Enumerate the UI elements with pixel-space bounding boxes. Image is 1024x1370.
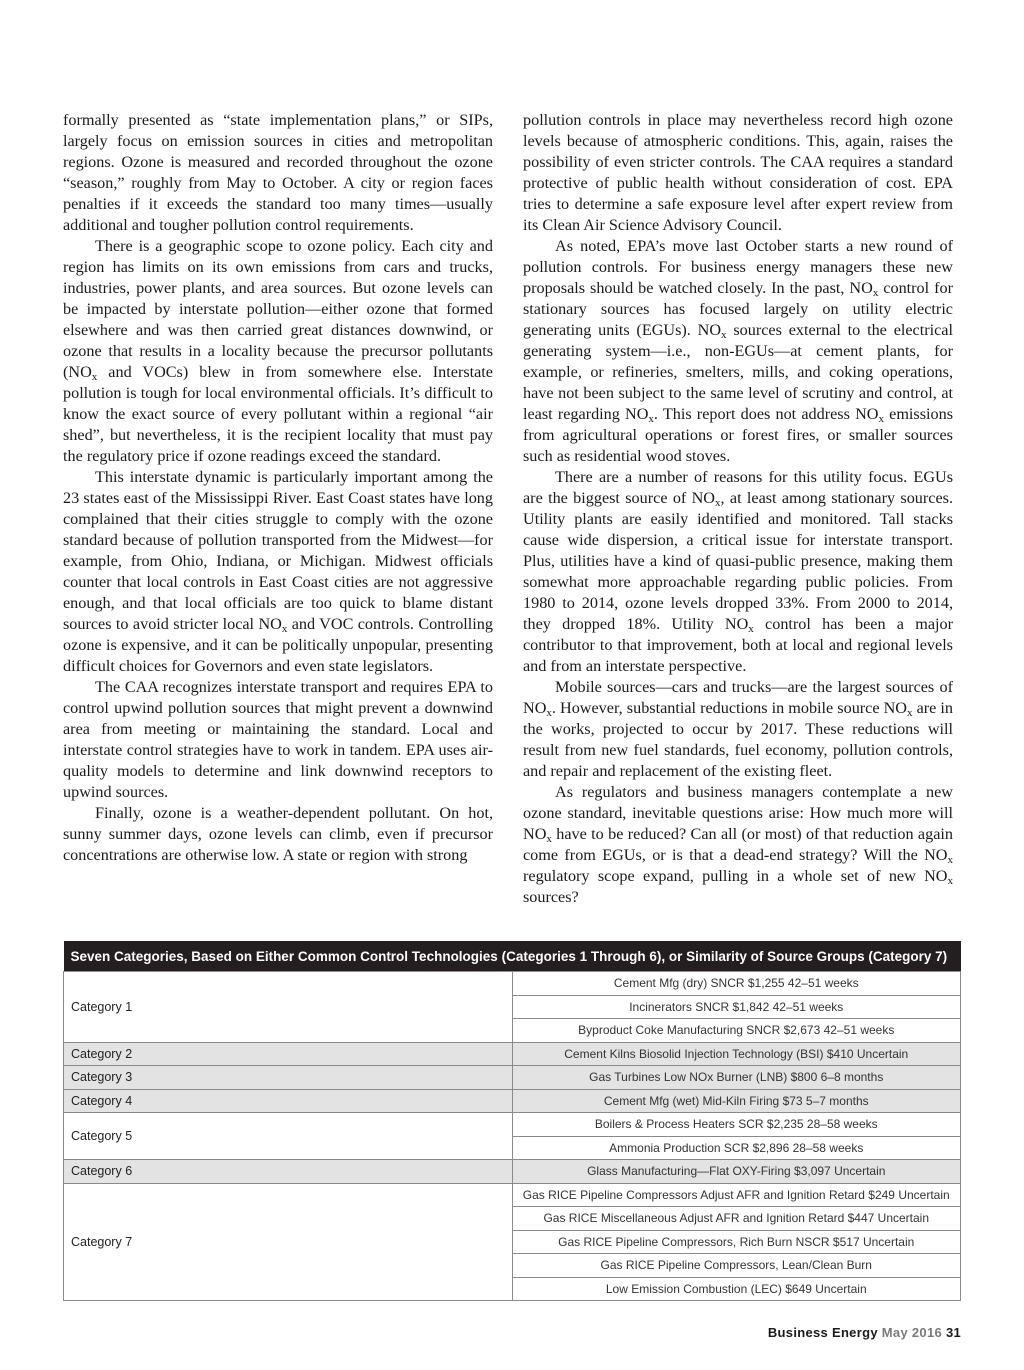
category-label: Category 2 — [64, 1042, 513, 1066]
category-label: Category 4 — [64, 1089, 513, 1113]
source-category-entry: Gas RICE Pipeline Compressors, Lean/Clean Burn — [512, 1254, 961, 1278]
table-row — [64, 1066, 961, 1090]
source-category-entry: Gas RICE Pipeline Compressors Adjust AFR and Ignition Retard $249 Uncertain — [512, 1183, 961, 1207]
category-label: Category 7 — [64, 1183, 513, 1301]
issue-date: May 2016 — [881, 1325, 943, 1340]
paragraph: There are a number of reasons for this utility focus. EGUs are the biggest source of $NO_x$, at least among stationary sources. Utility plants are easily identified and monitored. Tall stacks cause wide dispersion, a critical issue for interstate transport. Plus, utilities have a kind of quasi-public presence, making them somewhat more approachable regarding public policies. From 1980 to 2014, ozone levels dropped 33%. From 2000 to 2014, they dropped 18%. Utility $NO_x$ control has been a major contributor to that improvement, both at local and regional levels and from an interstate perspective. — [523, 468, 953, 675]
paragraph: As noted, EPA’s move last October starts a new round of pollution controls. For business energy managers these new proposals should be watched closely. In the past, $NO_x$ control for stationary sources has focused largely on utility electric generating units (EGUs). $NO_x$ sources external to the electrical generating system—i.e., non-EGUs—at cement plants, for example, or refineries, smelters, mills, and coking operations, have not been subject to the same level of scrutiny and control, at least regarding $NO_x$. This report does not address $NO_x$ emissions from agricultural operations or forest fires, or smaller sources such as residential wood stoves. — [523, 237, 953, 465]
paragraph: There is a geographic scope to ozone policy. Each city and region has limits on its own emissions from cars and trucks, industries, power plants, and area sources. But ozone levels can be impacted by interstate pollution—either ozone that formed elsewhere and was then carried great distances downwind, or ozone that results in a locality because the precursor pollutants ($NO_x$ and VOCs) blew in from somewhere else. Interstate pollution is tough for local environmental officials. It’s difficult to know the exact source of every pollutant within a regional “air shed”, but nevertheless, it is the recipient locality that must pay the regulatory price if ozone readings exceed the standard. — [63, 237, 493, 465]
paragraph: pollution controls in place may nevertheless record high ozone levels because of atmospheric conditions. This, again, raises the possibility of even stricter controls. The CAA requires a standard protective of public health without consideration of cost. EPA tries to determine a safe exposure level after expert review from its Clean Air Science Advisory Council. — [523, 111, 953, 234]
publication-name: Business Energy — [767, 1325, 878, 1340]
paragraph: The CAA recognizes interstate transport and requires EPA to control upwind pollution sources that might prevent a downwind area from meeting or maintaining the standard. Local and interstate control strategies have to work in tandem. EPA uses air-quality models to determine and link downwind receptors to upwind sources. — [63, 678, 493, 801]
table-row — [64, 972, 961, 996]
table-header-row — [64, 941, 961, 972]
table-row — [64, 1089, 961, 1113]
paragraph: As regulators and business managers contemplate a new ozone standard, inevitable questions arise: How much more will $NO_x$ have to be reduced? Can all (or most) of that reduction again come from EGUs, or is that a dead-end strategy? Will the $NO_x$ regulatory scope expand, pulling in a whole set of new $NO_x$ sources? — [523, 783, 953, 906]
category-label: Category 3 — [64, 1066, 513, 1090]
control-technology-table — [63, 941, 961, 1301]
category-label: Category 5 — [64, 1113, 513, 1160]
category-label: Category 1 — [64, 972, 513, 1043]
table-row — [64, 1113, 961, 1137]
table-row — [64, 1183, 961, 1207]
table-body — [64, 972, 961, 1301]
table-row — [64, 1160, 961, 1184]
source-category-entry: Gas RICE Miscellaneous Adjust AFR and Ignition Retard $447 Uncertain — [512, 1207, 961, 1231]
table-row — [64, 1042, 961, 1066]
source-category-entry: Byproduct Coke Manufacturing SNCR $2,673 42–51 weeks — [512, 1019, 961, 1043]
source-category-entry: Ammonia Production SCR $2,896 28–58 weeks — [512, 1136, 961, 1160]
paragraph: Finally, ozone is a weather-dependent pollutant. On hot, sunny summer days, ozone levels can climb, even if precursor concentrations are otherwise low. A state or region with strong — [63, 804, 493, 864]
source-category-entry: Cement Mfg (wet) Mid-Kiln Firing $73 5–7 months — [512, 1089, 961, 1113]
paragraph: This interstate dynamic is particularly important among the 23 states east of the Mississippi River. East Coast states have long complained that their cities struggle to comply with the ozone standard because of pollution transported from the Midwest—for example, from Ohio, Indiana, or Michigan. Midwest officials counter that local controls in East Coast cities are not aggressive enough, and that local officials are too quick to blame distant sources to avoid stricter local $NO_x$ and VOC controls. Controlling ozone is expensive, and it can be politically unpopular, presenting difficult choices for Governors and even state legislators. — [63, 468, 493, 675]
paragraph: formally presented as “state implementation plans,” or SIPs, largely focus on emission sources in cities and metropolitan regions. Ozone is measured and recorded throughout the ozone “season,” roughly from May to October. A city or region faces penalties if it exceeds the standard too many times—usually additional and tougher pollution control requirements. — [63, 111, 493, 234]
source-category-entry: Cement Kilns Biosolid Injection Technology (BSI) $410 Uncertain — [512, 1042, 961, 1066]
source-category-entry: Boilers & Process Heaters SCR $2,235 28–58 weeks — [512, 1113, 961, 1137]
page-number: 31 — [945, 1325, 961, 1340]
table-title: Seven Categories, Based on Either Common Control Technologies (Categories 1 Through 6), or Similarity of Source Groups (Category 7) — [64, 941, 961, 972]
source-category-entry: Cement Mfg (dry) SNCR $1,255 42–51 weeks — [512, 972, 961, 996]
source-category-entry: Glass Manufacturing—Flat OXY-Firing $3,097 Uncertain — [512, 1160, 961, 1184]
source-category-entry: Incinerators SNCR $1,842 42–51 weeks — [512, 995, 961, 1019]
article-column-right — [523, 110, 953, 908]
article-column-left — [63, 110, 493, 866]
category-label: Category 6 — [64, 1160, 513, 1184]
page-footer — [768, 1325, 961, 1340]
source-category-entry: Low Emission Combustion (LEC) $649 Uncertain — [512, 1277, 961, 1301]
source-category-entry: Gas RICE Pipeline Compressors, Rich Burn NSCR $517 Uncertain — [512, 1230, 961, 1254]
paragraph: Mobile sources—cars and trucks—are the largest sources of $NO_x$. However, substantial reductions in mobile source $NO_x$ are in the works, projected to occur by 2017. These reductions will result from new fuel standards, fuel economy, pollution controls, and repair and replacement of the existing fleet. — [523, 678, 953, 780]
source-category-entry: Gas Turbines Low NOx Burner (LNB) $800 6–8 months — [512, 1066, 961, 1090]
